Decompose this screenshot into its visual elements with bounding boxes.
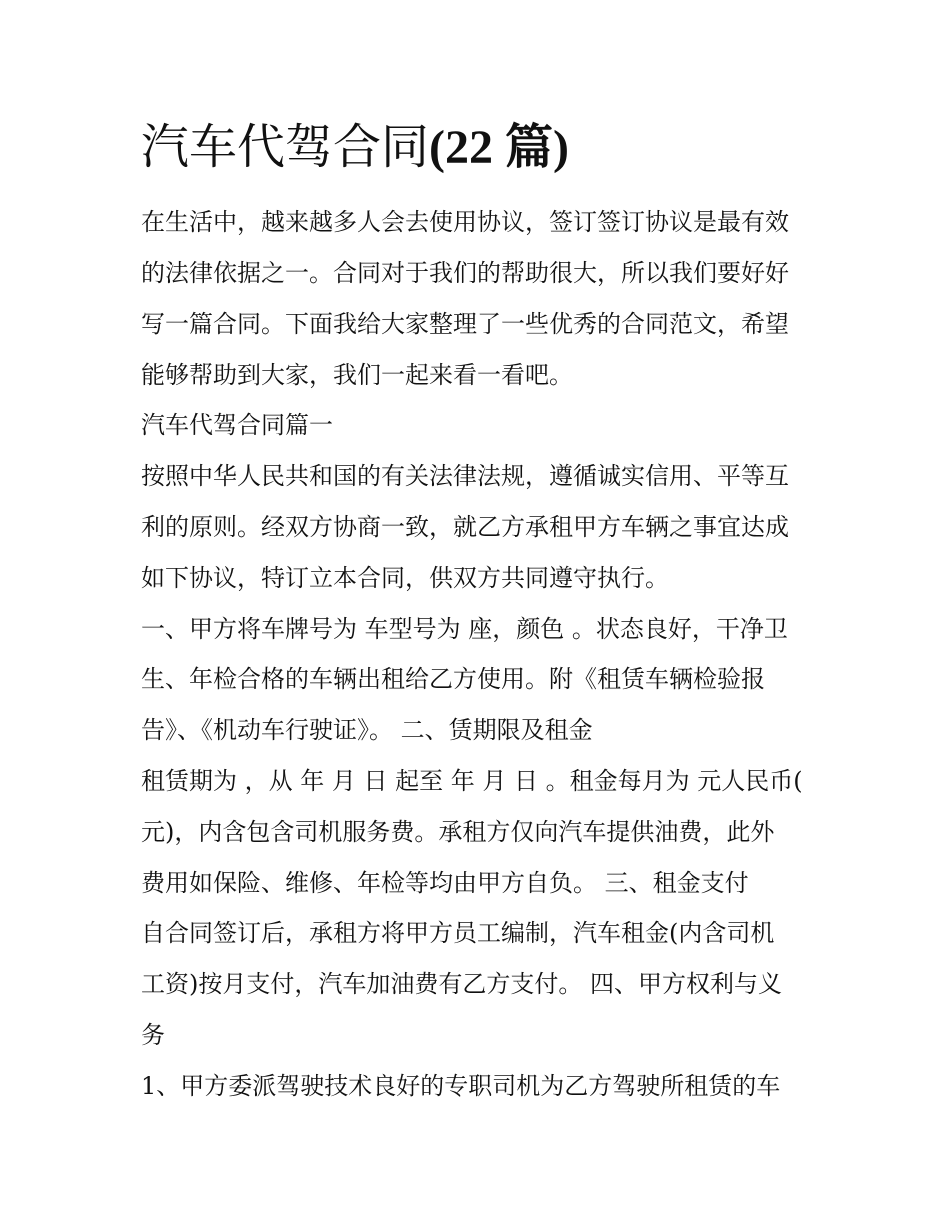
paragraph-line: 自合同签订后，承租方将甲方员工编制，汽车租金(内含司机 (141, 919, 775, 947)
title-count: (22 篇) (429, 121, 569, 174)
document-title (141, 116, 569, 179)
paragraph-line: 工资)按月支付，汽车加油费有乙方支付。 四、甲方权利与义 (141, 970, 782, 998)
paragraph-line: 按照中华人民共和国的有关法律法规，遵循诚实信用、平等互 (141, 462, 789, 490)
paragraph-line: 租赁期为 ，从 年 月 日 起至 年 月 日 。租金每月为 元人民币( (141, 767, 803, 795)
section-heading: 汽车代驾合同篇一 (141, 411, 333, 439)
paragraph-line: 元)，内含包含司机服务费。承租方仅向汽车提供油费，此外 (141, 818, 775, 846)
title-text: 汽车代驾合同 (141, 119, 430, 175)
paragraph-line: 告》、《机动车行驶证》。 二、赁期限及租金 (141, 716, 593, 744)
paragraph-line: 在生活中，越来越多人会去使用协议，签订签订协议是最有效 (141, 208, 789, 236)
paragraph-line: 费用如保险、维修、年检等均由甲方自负。 三、租金支付 (141, 869, 749, 897)
paragraph-line: 利的原则。经双方协商一致，就乙方承租甲方车辆之事宜达成 (141, 513, 789, 541)
paragraph-line: 1、甲方委派驾驶技术良好的专职司机为乙方驾驶所租赁的车 (141, 1072, 781, 1100)
paragraph-line: 一、甲方将车牌号为 车型号为 座，颜色 。状态良好，干净卫 (141, 615, 788, 643)
paragraph-line: 如下协议，特订立本合同，供双方共同遵守执行。 (141, 564, 669, 592)
paragraph-line: 能够帮助到大家，我们一起来看一看吧。 (141, 361, 573, 389)
paragraph-line: 的法律依据之一。合同对于我们的帮助很大，所以我们要好好 (141, 259, 789, 287)
paragraph-line: 生、年检合格的车辆出租给乙方使用。附《租赁车辆检验报 (141, 665, 765, 693)
paragraph-line: 务 (141, 1021, 165, 1049)
paragraph-line: 写一篇合同。下面我给大家整理了一些优秀的合同范文，希望 (141, 310, 789, 338)
